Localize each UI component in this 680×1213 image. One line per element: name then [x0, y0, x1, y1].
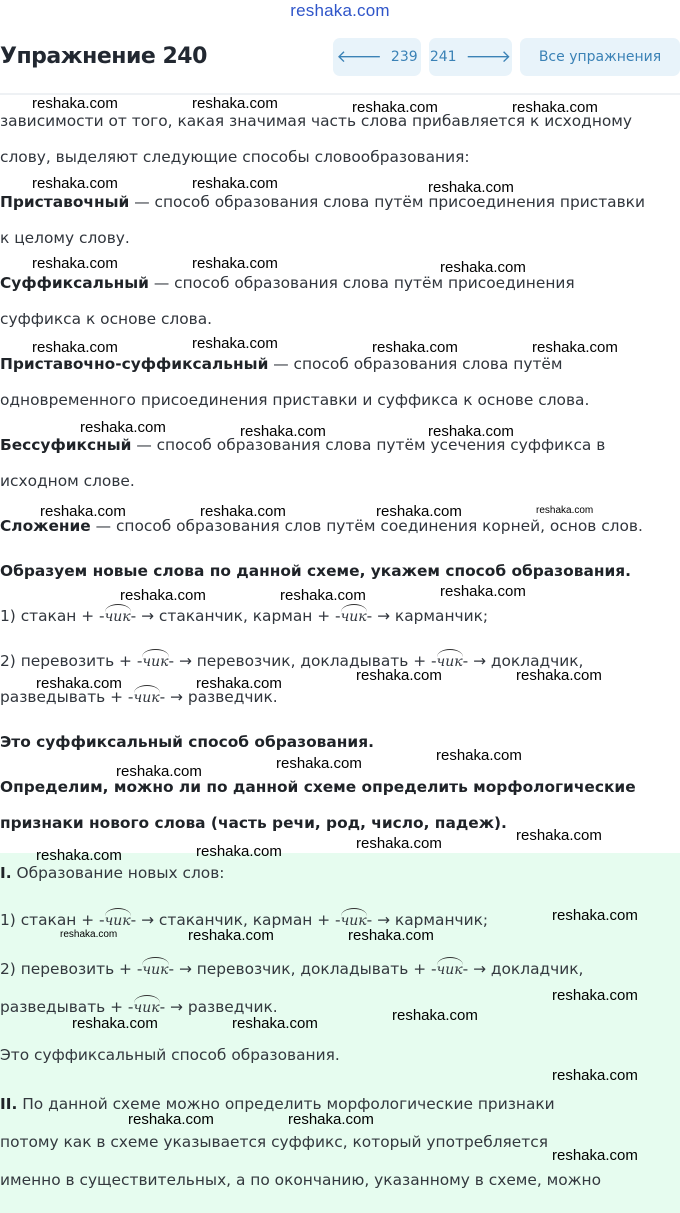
text: 2) перевозить + - [0, 960, 143, 978]
watermark: reshaka.com [128, 1111, 214, 1128]
suffix-mark: чик [436, 962, 463, 978]
watermark: reshaka.com [440, 583, 526, 600]
theory-item-prefix-cont: к целому слову. [0, 229, 130, 247]
suffix-mark: чик [142, 962, 169, 978]
answer-paragraph-line-2: потому как в схеме указывается суффикс, который употребляется [0, 1133, 548, 1151]
suffix-mark: чик [104, 609, 131, 625]
watermark: reshaka.com [72, 1015, 158, 1032]
term: Бессуфиксный [0, 436, 132, 454]
prev-exercise-label: 239 [390, 49, 418, 65]
watermark: reshaka.com [120, 587, 206, 604]
watermark: reshaka.com [552, 987, 638, 1004]
watermark: reshaka.com [192, 255, 278, 272]
all-exercises-label: Все упражнения [538, 49, 662, 65]
watermark: reshaka.com [516, 667, 602, 684]
watermark: reshaka.com [436, 747, 522, 764]
watermark: reshaka.com [36, 675, 122, 692]
watermark: reshaka.com [192, 335, 278, 352]
suffix-mark: чик [133, 690, 160, 706]
page-title: Упражнение 240 [0, 44, 207, 69]
text: 2) перевозить + - [0, 652, 143, 670]
text: - → перевозчик, докладывать + - [168, 960, 437, 978]
term: Суффиксальный [0, 274, 149, 292]
watermark: reshaka.com [440, 259, 526, 276]
suffix-mark: чик [142, 654, 169, 670]
text: - → докладчик, [462, 652, 584, 670]
watermark: reshaka.com [536, 505, 594, 516]
watermark: reshaka.com [36, 847, 122, 864]
theory-item-suffix-cont: суффикса к основе слова. [0, 310, 213, 328]
watermark: reshaka.com [60, 929, 118, 940]
answer-heading-2 [0, 1095, 555, 1113]
all-exercises-button[interactable] [520, 38, 680, 76]
watermark: reshaka.com [552, 1147, 638, 1164]
answer-heading-1 [0, 864, 224, 882]
next-exercise-button[interactable] [429, 38, 512, 76]
watermark: reshaka.com [512, 99, 598, 116]
watermark: reshaka.com [376, 503, 462, 520]
text: разведывать + - [0, 998, 134, 1016]
answer-line-2 [0, 960, 583, 978]
term-desc: — способ образования слов путём соединения корней, основ слов. [90, 517, 643, 535]
watermark: reshaka.com [532, 339, 618, 356]
term: Приставочный [0, 193, 130, 211]
suffix-mark: чик [436, 654, 463, 670]
watermark: reshaka.com [280, 587, 366, 604]
next-exercise-label: 241 [429, 49, 457, 65]
suffix-mark: чик [133, 1000, 160, 1016]
theory-item-prefix-suffix-cont: одновременного присоединения приставки и суффикса к основе слова. [0, 391, 590, 409]
watermark: reshaka.com [200, 503, 286, 520]
text: - → стаканчик, карман + - [130, 607, 341, 625]
task-question-2-line-2: признаки нового слова (часть речи, род, число, падеж). [0, 814, 507, 832]
watermark: reshaka.com [32, 255, 118, 272]
watermark: reshaka.com [32, 339, 118, 356]
site-logo[interactable]: reshaka.com [290, 1, 390, 20]
task-line-1 [0, 607, 488, 625]
watermark: reshaka.com [196, 675, 282, 692]
theory-item-prefix [0, 193, 645, 211]
text: - → перевозчик, докладывать + - [168, 652, 437, 670]
watermark: reshaka.com [428, 179, 514, 196]
term-desc: — способ образования слова путём присоединения приставки [129, 193, 645, 211]
watermark: reshaka.com [232, 1015, 318, 1032]
watermark: reshaka.com [32, 95, 118, 112]
term-desc: — способ образования слова путём присоединения [148, 274, 575, 292]
prev-exercise-button[interactable] [333, 38, 421, 76]
watermark: reshaka.com [552, 1067, 638, 1084]
suffix-mark: чик [340, 913, 367, 929]
watermark: reshaka.com [348, 927, 434, 944]
text: - → карманчик; [366, 607, 489, 625]
term-desc: — способ образования слова путём [268, 355, 563, 373]
watermark: reshaka.com [372, 339, 458, 356]
watermark: reshaka.com [80, 419, 166, 436]
text: Образование новых слов: [11, 864, 225, 882]
task-question-2-line-1: Определим, можно ли по данной схеме определить морфологические [0, 778, 636, 796]
text: - → стаканчик, карман + - [130, 911, 341, 929]
term: Сложение [0, 517, 91, 535]
suffix-mark: чик [104, 913, 131, 929]
theory-intro-line-1: зависимости от того, какая значимая часть слова прибавляется к исходному [0, 112, 633, 130]
watermark: reshaka.com [288, 1111, 374, 1128]
answer-line-3 [0, 998, 278, 1016]
watermark: reshaka.com [240, 423, 326, 440]
text: - → карманчик; [366, 911, 489, 929]
watermark: reshaka.com [356, 835, 442, 852]
text: - → докладчик, [462, 960, 584, 978]
text: разведывать + - [0, 688, 134, 706]
watermark: reshaka.com [428, 423, 514, 440]
watermark: reshaka.com [352, 99, 438, 116]
arrow-left-icon: 🡐 [336, 47, 382, 67]
theory-item-nonsuffix-cont: исходном слове. [0, 472, 135, 490]
watermark: reshaka.com [552, 907, 638, 924]
theory-item-prefix-suffix [0, 355, 563, 373]
answer-paragraph-line-3: именно в существительных, а по окончанию, указанному в схеме, можно [0, 1171, 602, 1189]
text: - → разведчик. [159, 998, 278, 1016]
term: Приставочно-суффиксальный [0, 355, 269, 373]
watermark: reshaka.com [392, 1007, 478, 1024]
theory-intro-line-2: слову, выделяют следующие способы словообразования: [0, 148, 470, 166]
roman-numeral: II. [0, 1095, 18, 1113]
watermark: reshaka.com [116, 763, 202, 780]
exercise-header [0, 34, 680, 94]
watermark: reshaka.com [32, 175, 118, 192]
watermark: reshaka.com [188, 927, 274, 944]
roman-numeral: I. [0, 864, 12, 882]
text: 1) стакан + - [0, 607, 105, 625]
watermark: reshaka.com [356, 667, 442, 684]
text: 1) стакан + - [0, 911, 105, 929]
watermark: reshaka.com [192, 175, 278, 192]
watermark: reshaka.com [192, 95, 278, 112]
answer-conclusion: Это суффиксальный способ образования. [0, 1046, 340, 1064]
task-conclusion: Это суффиксальный способ образования. [0, 733, 374, 751]
task-line-2 [0, 652, 583, 670]
watermark: reshaka.com [196, 843, 282, 860]
theory-item-suffix [0, 274, 575, 292]
watermark: reshaka.com [276, 755, 362, 772]
text: По данной схеме можно определить морфологические признаки [17, 1095, 555, 1113]
watermark: reshaka.com [40, 503, 126, 520]
arrow-right-icon: 🡒 [465, 47, 512, 67]
task-question-1: Образуем новые слова по данной схеме, укажем способ образования. [0, 562, 631, 580]
suffix-mark: чик [340, 609, 367, 625]
text: - → разведчик. [159, 688, 278, 706]
watermark: reshaka.com [516, 827, 602, 844]
term-desc: — способ образования слова путём усечения суффикса в [131, 436, 606, 454]
